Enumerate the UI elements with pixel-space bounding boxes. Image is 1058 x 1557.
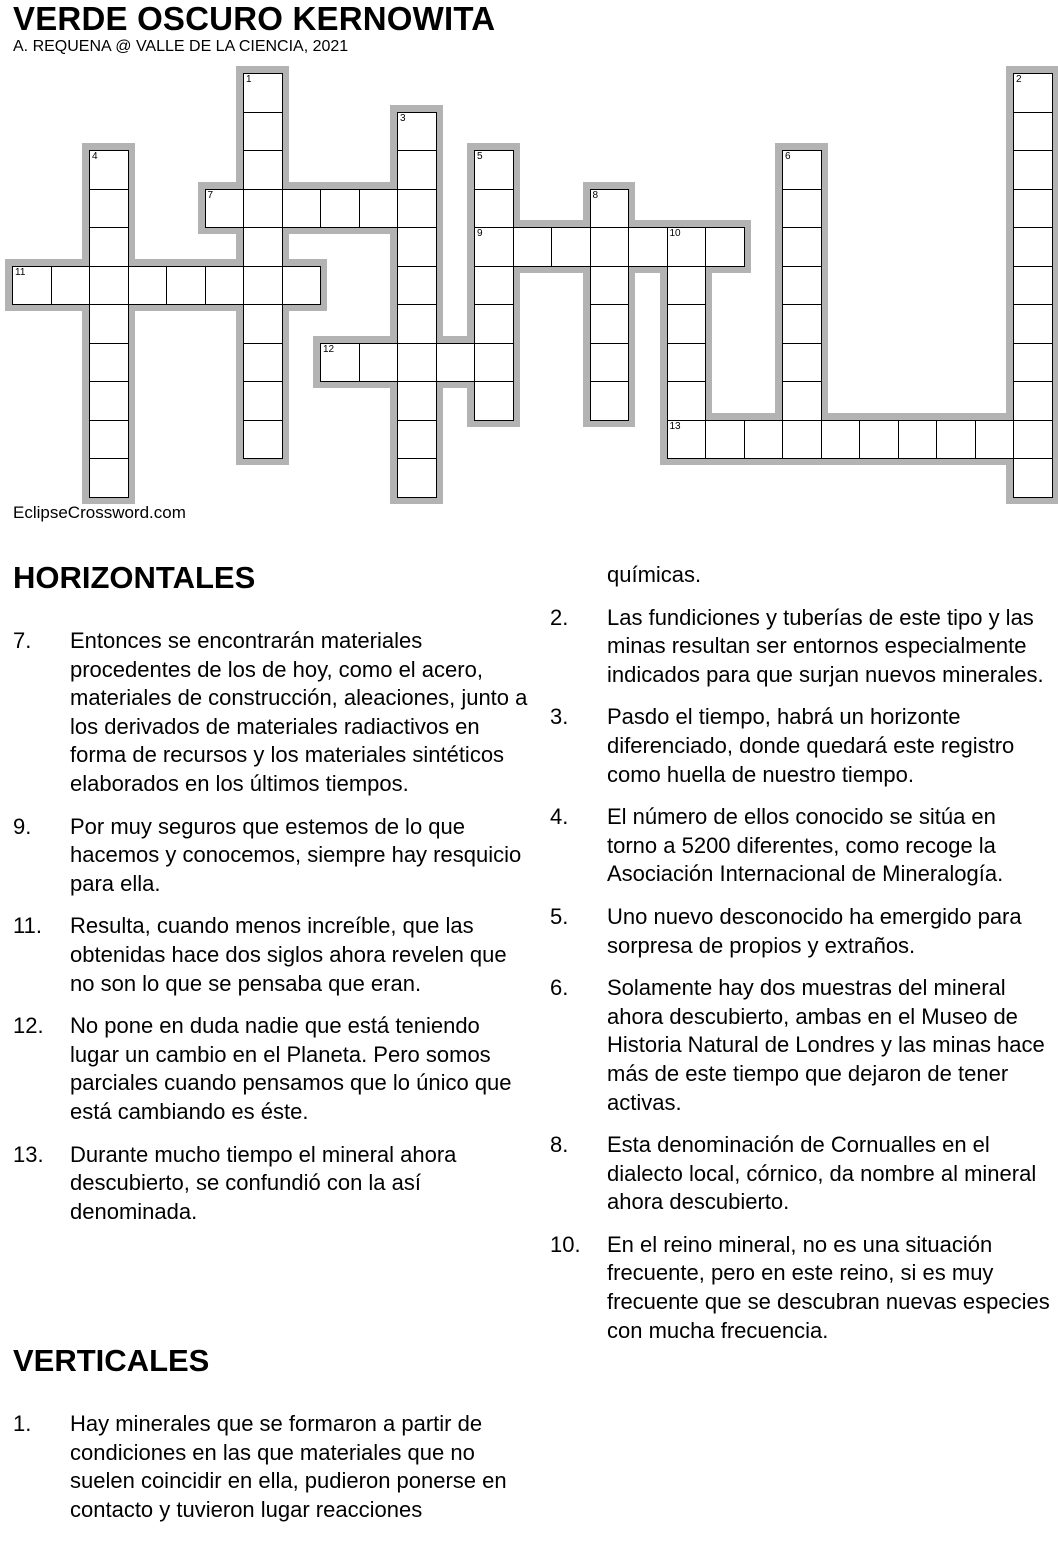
grid-cell[interactable] [397,112,437,152]
grid-cell[interactable] [397,304,437,344]
grid-cell[interactable] [243,343,283,383]
grid-cell[interactable] [243,112,283,152]
clue-down-1 [13,1410,533,1524]
grid-cell[interactable] [1013,343,1053,383]
grid-cell[interactable] [397,420,437,460]
grid-cell[interactable] [474,189,514,229]
clue-number: 2. [550,604,569,630]
grid-cell[interactable] [320,343,360,383]
grid-cell[interactable] [474,227,514,267]
grid-cell[interactable] [51,266,91,306]
puzzle-byline: A. REQUENA @ VALLE DE LA CIENCIA, 2021 [13,38,349,55]
grid-cell[interactable] [667,304,707,344]
grid-cell[interactable] [128,266,168,306]
grid-number: 5 [477,151,483,162]
clue-across-9 [13,813,533,899]
clue-text: Solamente hay dos muestras del mineral ahora descubierto, ambas en el Museo de Historia Natural de Londres y las minas hace más de este tiempo que dejaron de tener activas. [607,975,1045,1115]
grid-cell[interactable] [782,343,822,383]
grid-cell[interactable] [243,420,283,460]
grid-cell[interactable] [1013,112,1053,152]
clue-across-7 [13,627,533,799]
grid-number: 10 [669,228,681,239]
grid-cell[interactable] [243,304,283,344]
grid-number: 4 [92,151,98,162]
clue-number: 10. [550,1231,581,1257]
grid-cell[interactable] [359,343,399,383]
clue-number: 6. [550,975,569,1001]
grid-cell[interactable] [590,381,630,421]
grid-cell[interactable] [359,189,399,229]
puzzle-title: VERDE OSCURO KERNOWITA [13,0,496,37]
clue-number: 8. [550,1132,569,1158]
grid-cell[interactable] [397,227,437,267]
clue-text: Entonces se encontrarán materiales procedentes de los de hoy, como el acero, materiales de construcción, aleaciones, junto a los derivados de materiales radiactivos en forma de recursos y los materiales sintéticos elaborados en los últimos tiempos. [70,628,528,796]
grid-cell[interactable] [282,189,322,229]
clue-across-13 [13,1141,533,1227]
grid-cell[interactable] [205,266,245,306]
grid-cell[interactable] [590,343,630,383]
clue-number: 1. [13,1411,32,1436]
grid-cell[interactable] [667,343,707,383]
grid-cell[interactable] [397,343,437,383]
grid-number: 12 [323,343,335,355]
clue-text: Uno nuevo desconocido ha emergido para sorpresa de propios y extraños. [607,903,1022,958]
grid-cell[interactable] [243,150,283,190]
down-clues-right [550,561,1050,1359]
grid-cell[interactable] [89,343,129,383]
clue-number: 4. [550,804,569,830]
clue-down-1-continued [550,561,1050,590]
clue-down-3 [550,703,1050,789]
grid-cell[interactable] [1013,150,1053,190]
grid-cell[interactable] [474,343,514,383]
clue-down-10 [550,1231,1050,1345]
grid-cell[interactable] [243,189,283,229]
across-heading: HORIZONTALES [13,560,256,595]
grid-cell[interactable] [898,420,938,460]
grid-cell[interactable] [397,189,437,229]
grid-cell[interactable] [397,150,437,190]
grid-cell[interactable] [89,150,129,190]
grid-cell[interactable] [166,266,206,306]
grid-cell[interactable] [667,227,707,267]
clue-text: Por muy seguros que estemos de lo que hacemos y conocemos, siempre hay resquicio para ella. [70,813,522,896]
grid-cell[interactable] [1013,381,1053,421]
clue-text: Hay minerales que se formaron a partir de condiciones en las que materiales que no suelen coincidir en ella, pudieron ponerse en contacto y tuvieron lugar reacciones [70,1411,507,1522]
grid-cell[interactable] [975,420,1015,460]
grid-cell[interactable] [551,227,591,267]
clue-number: 7. [13,628,32,653]
grid-cell[interactable] [705,227,745,267]
grid-cell[interactable] [936,420,976,460]
clue-down-4 [550,803,1050,889]
grid-cell[interactable] [474,150,514,190]
grid-cell[interactable] [590,304,630,344]
grid-cell[interactable] [89,189,129,229]
grid-cell[interactable] [513,227,553,267]
grid-cell[interactable] [243,227,283,267]
clue-down-5 [550,903,1050,960]
grid-number: 2 [1016,74,1022,85]
clue-number: 13. [13,1141,44,1167]
grid-cell[interactable] [628,227,668,267]
grid-cell[interactable] [1013,266,1053,306]
clue-number: 11. [13,913,42,939]
grid-cell[interactable] [282,266,322,306]
clue-down-8 [550,1131,1050,1217]
grid-cell[interactable] [1013,189,1053,229]
clue-number: 3. [550,704,569,730]
grid-cell[interactable] [782,227,822,267]
down-clues-left [13,1410,533,1538]
clue-text: No pone en duda nadie que está teniendo lugar un cambio en el Planeta. Pero somos parciales cuando pensamos que lo único que está cambiando es éste. [70,1013,512,1124]
grid-cell[interactable] [474,266,514,306]
grid-cell[interactable] [474,304,514,344]
grid-number: 7 [207,189,214,201]
clue-down-6 [550,974,1050,1117]
grid-cell[interactable] [12,266,52,306]
grid-cell[interactable] [243,266,283,306]
grid-cell[interactable] [782,420,822,460]
grid-cell[interactable] [782,381,822,421]
grid-cell[interactable] [243,73,283,113]
grid-cell[interactable] [397,458,437,498]
grid-number: 3 [400,112,406,124]
clue-number: 9. [13,813,32,839]
grid-cell[interactable] [89,227,129,267]
grid-number: 9 [477,228,483,239]
clue-text: Durante mucho tiempo el mineral ahora descubierto, se confundió con la así denominada. [70,1141,457,1224]
clue-number: 5. [550,903,569,929]
grid-cell[interactable] [89,266,129,306]
grid-cell[interactable] [397,266,437,306]
grid-cell[interactable] [320,189,360,229]
grid-cell[interactable] [821,420,861,460]
grid-cell[interactable] [1013,458,1053,498]
grid-cell[interactable] [782,189,822,229]
grid-cell[interactable] [782,266,822,306]
grid-cell[interactable] [705,420,745,460]
grid-cell[interactable] [667,266,707,306]
grid-cell[interactable] [89,458,129,498]
clue-text: Pasdo el tiempo, habrá un horizonte diferenciado, donde quedará este registro como huella de nuestro tiempo. [607,704,1015,787]
grid-cell[interactable] [667,381,707,421]
grid-number: 8 [592,189,599,201]
grid-number: 11 [15,266,26,278]
crossword-grid [0,0,1058,520]
clue-down-2 [550,604,1050,690]
grid-cell[interactable] [436,343,476,383]
grid-cell[interactable] [667,420,707,460]
grid-cell[interactable] [1013,304,1053,344]
grid-cell[interactable] [859,420,899,460]
clue-across-11 [13,912,533,998]
grid-cell[interactable] [89,381,129,421]
clue-number: 12. [13,1013,44,1039]
clue-text: Las fundiciones y tuberías de este tipo y las minas resultan ser entornos especialmente indicados para que surjan nuevos minerales. [607,604,1044,687]
grid-cell[interactable] [89,304,129,344]
clue-text: El número de ellos conocido se sitúa en torno a 5200 diferentes, como recoge la Asociación Internacional de Mineralogía. [607,804,1004,887]
grid-cell[interactable] [590,266,630,306]
grid-cell[interactable] [397,381,437,421]
clue-text: En el reino mineral, no es una situación frecuente, pero en este reino, si es muy frecuente que se descubran nuevas especies con mucha frecuencia. [607,1231,1050,1343]
grid-number: 6 [785,151,791,162]
clue-text: Esta denominación de Cornualles en el dialecto local, córnico, da nombre al mineral ahora descubierto. [607,1132,1037,1215]
grid-cell[interactable] [782,150,822,190]
grid-cell[interactable] [243,381,283,421]
credit-text: EclipseCrossword.com [13,503,186,522]
clue-text: químicas. [607,562,702,587]
across-clues [13,627,533,1240]
clue-across-12 [13,1012,533,1126]
grid-cell[interactable] [590,189,630,229]
grid-cell[interactable] [1013,420,1053,460]
grid-cell[interactable] [744,420,784,460]
grid-cell[interactable] [590,227,630,267]
grid-cell[interactable] [474,381,514,421]
grid-cell[interactable] [205,189,245,229]
down-heading: VERTICALES [13,1343,210,1378]
grid-cell[interactable] [782,304,822,344]
grid-cell[interactable] [89,420,129,460]
grid-cell[interactable] [1013,227,1053,267]
clue-text: Resulta, cuando menos increíble, que las obtenidas hace dos siglos ahora revelen que no son lo que se pensaba que eran. [70,913,507,996]
grid-cell[interactable] [1013,73,1053,113]
grid-number: 1 [246,74,252,85]
grid-number: 13 [669,420,681,432]
